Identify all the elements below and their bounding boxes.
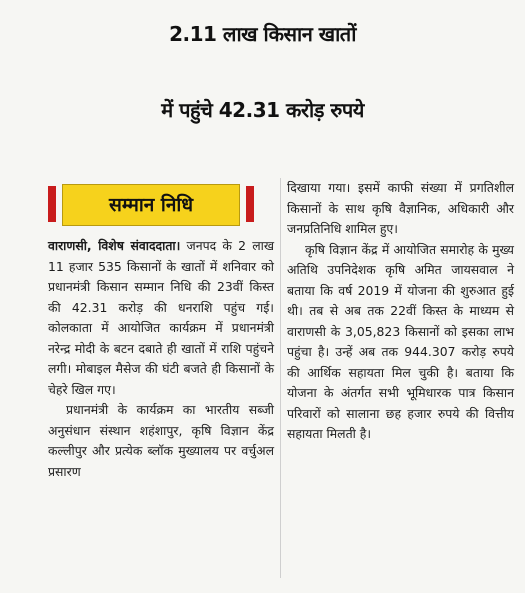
headline-line-2: में पहुंचे 42.31 करोड़ रुपये [161,98,364,122]
paragraph-1-text: जनपद के 2 लाख 11 हजार 535 किसानों के खातों में शनिवार को प्रधानमंत्री किसान सम्मान निधि की 23वीं किस्त की 42.31 करोड़ की धनराशि पहुंच गई। कोलकाता में आयोजित कार्यक्रम में प्रधानमंत्री नरेन्द्र मोदी के बटन दबाते ही खातों में राशि पहुंचने लगी। मोबाइल मैसेज की घंटी बजते ही किसानों के चेहरे खिल गए। [48,238,274,397]
section-badge [48,184,274,224]
article-paragraph-2: प्रधानमंत्री के कार्यक्रम का भारतीय सब्जी अनुसंधान संस्थान शहंशापुर, कृषि विज्ञान केंद्र कल्लीपुर और प्रत्येक ब्लॉक मुख्यालय पर वर्चुअल प्रसारण [48,402,274,479]
article-paragraph-2-continued: दिखाया गया। इसमें काफी संख्या में प्रगतिशील किसानों के साथ कृषि वैज्ञानिक, अधिकारी और जनप्रतिनिधि शामिल हुए। [287,180,514,236]
article-paragraph-3: कृषि विज्ञान केंद्र में आयोजित समारोह के मुख्य अतिथि उपनिदेशक कृषि अमित जायसवाल ने बताया कि वर्ष 2019 में योजना की शुरुआत हुई थी। तब से अब तक 22वीं किस्त के माध्यम से वाराणसी के 3,05,823 किसानों को इसका लाभ पहुंचा है। उन्हें अब तक 944.307 करोड़ रुपये की आर्थिक सहायता मिल चुकी है। बताया कि योजना के अंतर्गत सभी भूमिधारक पात्र किसान परिवारों को सालाना छह हजार रुपये की वित्तीय सहायता मिलती है। [287,241,514,441]
badge-bar-right [246,186,254,222]
badge-bar-left [48,186,56,222]
article-column-right [287,178,514,445]
article-paragraph-1 [48,236,274,400]
byline: वाराणसी, विशेष संवाददाता। [48,238,181,253]
badge-label: सम्मान निधि [62,184,240,226]
article-column-left [48,178,274,482]
column-divider [280,178,281,578]
headline-line-1: 2.11 लाख किसान खातों [169,22,356,46]
